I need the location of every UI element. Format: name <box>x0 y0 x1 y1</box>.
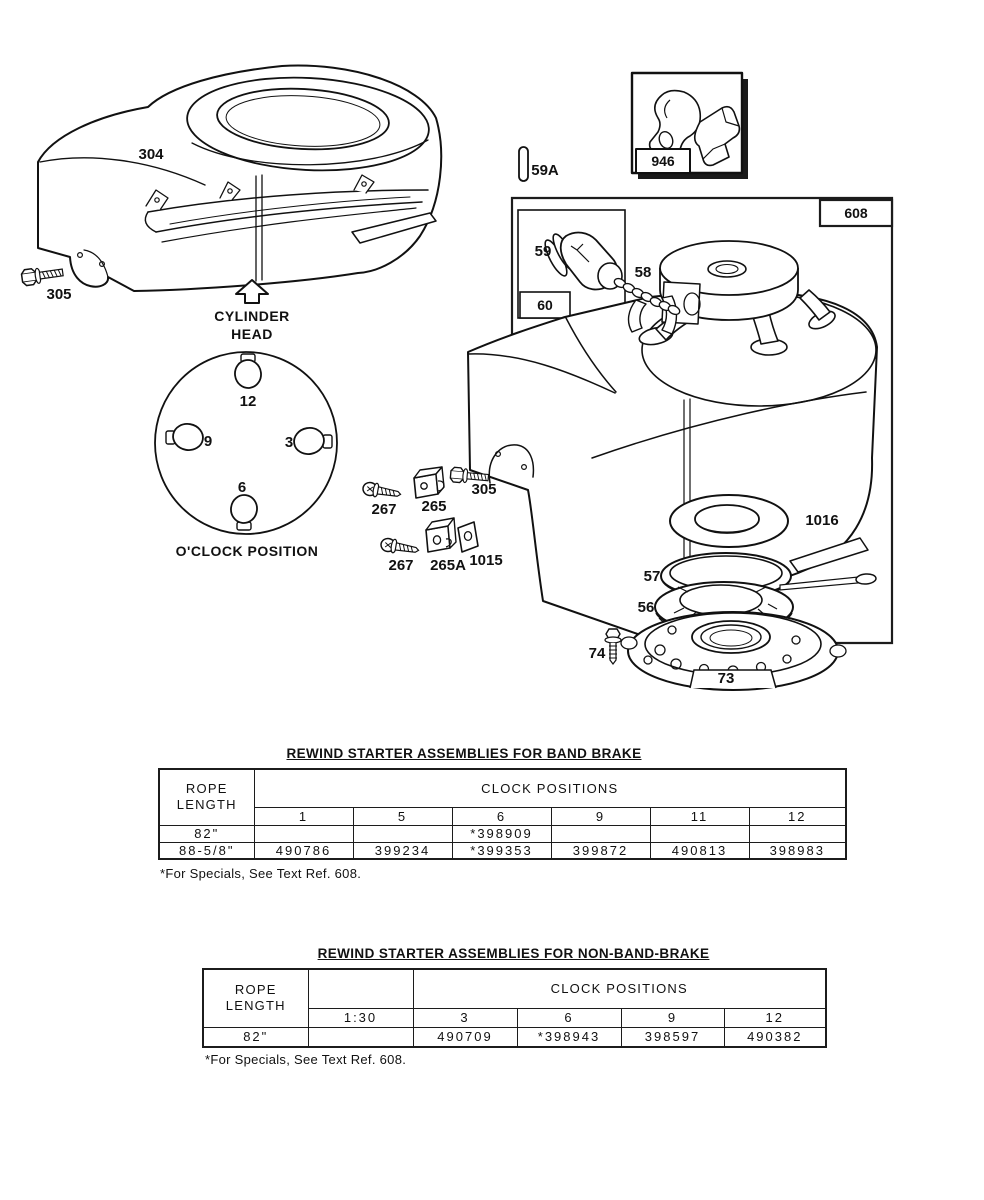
table-cell: 490813 <box>650 842 749 859</box>
column-header: 6 <box>517 1008 621 1027</box>
table-title-band-brake: REWIND STARTER ASSEMBLIES FOR BAND BRAKE <box>286 746 642 761</box>
rope-length-header: ROPE LENGTH <box>159 769 254 825</box>
part-label-304: 304 <box>138 146 164 163</box>
clock-positions-header: CLOCK POSITIONS <box>413 969 826 1008</box>
table-title-non-band-brake: REWIND STARTER ASSEMBLIES FOR NON-BAND-BRAKE <box>317 946 710 961</box>
table-cell: 398597 <box>621 1027 724 1047</box>
rope-length-header: ROPE LENGTH <box>203 969 308 1027</box>
part-label-608: 608 <box>844 205 868 221</box>
table-row <box>203 1027 826 1047</box>
table-cell: *398943 <box>517 1027 621 1047</box>
part-label-59a: 59A <box>531 162 559 179</box>
column-header: 1:30 <box>308 1008 413 1027</box>
part-label-267-a: 267 <box>371 501 397 518</box>
non-band-brake-footnote: *For Specials, See Text Ref. 608. <box>205 1052 407 1067</box>
starter-handle-59 <box>541 232 622 290</box>
table-cell: 490786 <box>254 842 353 859</box>
plate-1015 <box>458 522 478 552</box>
part-label-74: 74 <box>588 645 606 662</box>
part-label-73: 73 <box>717 670 735 687</box>
column-header: 9 <box>551 807 650 825</box>
column-header: 1 <box>254 807 353 825</box>
non-band-brake-table <box>202 968 827 1048</box>
table-cell <box>308 1027 413 1047</box>
part-label-1015: 1015 <box>469 552 503 569</box>
column-header: 3 <box>413 1008 517 1027</box>
rope-guide-pin-59a <box>519 147 528 181</box>
clock-caption: O'CLOCK POSITION <box>175 543 319 559</box>
clock-position-diagram <box>155 352 337 534</box>
screw-267-a <box>362 481 402 501</box>
column-header: 6 <box>452 807 551 825</box>
part-label-59: 59 <box>534 243 552 260</box>
part-label-1016: 1016 <box>805 512 839 529</box>
part-label-58: 58 <box>634 264 652 281</box>
rope-length-cell: 82" <box>159 825 254 842</box>
part-label-265a: 265A <box>430 557 466 574</box>
table-cell: 399234 <box>353 842 452 859</box>
column-header: 5 <box>353 807 452 825</box>
table-row <box>159 825 846 842</box>
clock-positions-header: CLOCK POSITIONS <box>254 769 846 807</box>
table-cell <box>650 825 749 842</box>
part-label-265: 265 <box>421 498 447 515</box>
washer-1016 <box>670 495 788 547</box>
column-header: 11 <box>650 807 749 825</box>
clamp-946-box <box>632 73 748 179</box>
bolt-305-left <box>21 264 64 286</box>
blower-housing-304 <box>38 66 441 291</box>
column-header: 12 <box>724 1008 826 1027</box>
rope-length-cell: 82" <box>203 1027 308 1047</box>
table-cell: *398909 <box>452 825 551 842</box>
part-label-60: 60 <box>537 297 553 313</box>
table-cell: 490382 <box>724 1027 826 1047</box>
part-label-305-right: 305 <box>471 481 497 498</box>
table-row <box>159 842 846 859</box>
cylinder-head-caption-line1: CYLINDER <box>214 308 290 324</box>
column-header: 12 <box>749 807 846 825</box>
blank-header-cell <box>308 969 413 1008</box>
part-label-56: 56 <box>637 599 655 616</box>
table-cell <box>254 825 353 842</box>
cylinder-head-caption-line2: HEAD <box>231 326 273 342</box>
band-brake-footnote: *For Specials, See Text Ref. 608. <box>160 866 362 881</box>
clock-label-9: 9 <box>203 433 213 450</box>
part-label-946: 946 <box>651 153 675 169</box>
clock-label-6: 6 <box>237 479 247 496</box>
part-label-57: 57 <box>643 568 661 585</box>
table-cell: 490709 <box>413 1027 517 1047</box>
screw-74 <box>605 629 621 664</box>
table-cell: *399353 <box>452 842 551 859</box>
clip-265 <box>414 467 444 498</box>
table-cell: 399872 <box>551 842 650 859</box>
part-label-305-left: 305 <box>46 286 72 303</box>
table-cell <box>551 825 650 842</box>
table-cell <box>749 825 846 842</box>
table-cell: 398983 <box>749 842 846 859</box>
rope-length-cell: 88-5/8" <box>159 842 254 859</box>
column-header: 9 <box>621 1008 724 1027</box>
clock-label-12: 12 <box>239 393 257 410</box>
clip-265a <box>426 518 456 552</box>
screw-267-b <box>380 537 420 557</box>
part-label-267-b: 267 <box>388 557 414 574</box>
table-cell <box>353 825 452 842</box>
clock-label-3: 3 <box>284 434 294 451</box>
band-brake-table <box>158 768 847 860</box>
